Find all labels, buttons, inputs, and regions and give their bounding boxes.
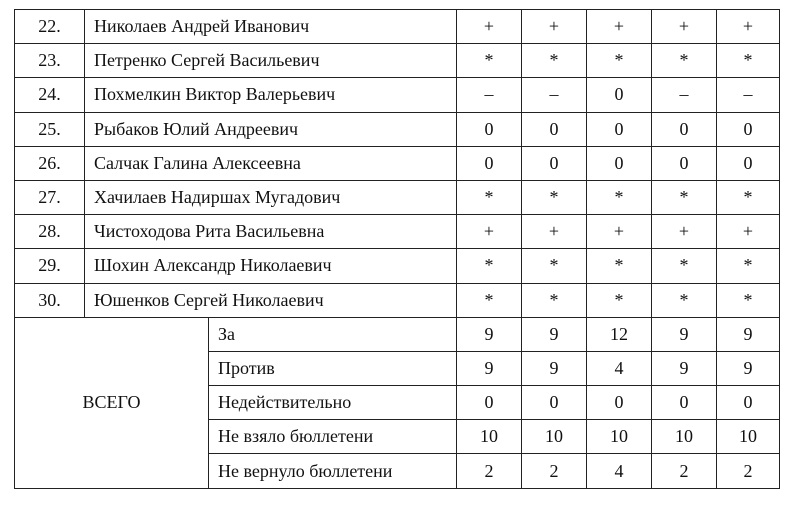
vote-cell: – (652, 78, 717, 112)
summary-value: 0 (587, 386, 652, 420)
row-number: 23. (15, 44, 85, 78)
summary-value: 2 (522, 454, 587, 488)
row-number: 26. (15, 146, 85, 180)
row-number: 28. (15, 215, 85, 249)
table-row (15, 180, 780, 214)
vote-cell: * (717, 180, 780, 214)
vote-cell: 0 (717, 112, 780, 146)
deputy-name: Петренко Сергей Васильевич (85, 44, 457, 78)
vote-cell: 0 (587, 146, 652, 180)
total-label: ВСЕГО (15, 317, 209, 488)
vote-cell: * (717, 283, 780, 317)
vote-cell: + (457, 215, 522, 249)
summary-value: 10 (717, 420, 780, 454)
vote-cell: * (587, 44, 652, 78)
vote-cell: 0 (457, 112, 522, 146)
summary-value: 9 (652, 351, 717, 385)
table-row (15, 44, 780, 78)
summary-value: 10 (522, 420, 587, 454)
deputy-name: Шохин Александр Николаевич (85, 249, 457, 283)
vote-cell: 0 (652, 112, 717, 146)
summary-label: Против (209, 351, 457, 385)
deputy-name: Похмелкин Виктор Валерьевич (85, 78, 457, 112)
summary-value: 2 (652, 454, 717, 488)
vote-cell: * (587, 249, 652, 283)
vote-cell: 0 (522, 112, 587, 146)
summary-value: 9 (522, 351, 587, 385)
vote-results-body (15, 10, 780, 489)
summary-value: 0 (522, 386, 587, 420)
summary-value: 9 (457, 351, 522, 385)
vote-cell: * (717, 44, 780, 78)
deputy-name: Хачилаев Надиршах Мугадович (85, 180, 457, 214)
vote-cell: + (652, 215, 717, 249)
row-number: 27. (15, 180, 85, 214)
vote-cell: + (587, 10, 652, 44)
vote-cell: * (457, 180, 522, 214)
vote-cell: * (652, 44, 717, 78)
vote-cell: * (587, 283, 652, 317)
deputy-name: Чистоходова Рита Васильевна (85, 215, 457, 249)
summary-row (15, 317, 780, 351)
row-number: 22. (15, 10, 85, 44)
summary-value: 10 (652, 420, 717, 454)
vote-results-table (14, 9, 780, 489)
summary-value: 10 (587, 420, 652, 454)
vote-cell: * (652, 180, 717, 214)
summary-value: 10 (457, 420, 522, 454)
table-row (15, 249, 780, 283)
summary-label: Не вернуло бюллетени (209, 454, 457, 488)
vote-cell: * (522, 249, 587, 283)
table-row (15, 215, 780, 249)
summary-label: Недействительно (209, 386, 457, 420)
table-row (15, 112, 780, 146)
table-row (15, 10, 780, 44)
vote-cell: * (457, 283, 522, 317)
table-row (15, 78, 780, 112)
summary-value: 9 (717, 351, 780, 385)
summary-value: 9 (717, 317, 780, 351)
summary-value: 0 (652, 386, 717, 420)
vote-cell: * (652, 249, 717, 283)
summary-value: 9 (652, 317, 717, 351)
vote-cell: 0 (457, 146, 522, 180)
deputy-name: Салчак Галина Алексеевна (85, 146, 457, 180)
vote-cell: * (522, 44, 587, 78)
summary-value: 0 (457, 386, 522, 420)
summary-label: За (209, 317, 457, 351)
vote-cell: * (587, 180, 652, 214)
vote-cell: + (457, 10, 522, 44)
vote-cell: * (457, 44, 522, 78)
deputy-name: Николаев Андрей Иванович (85, 10, 457, 44)
summary-value: 9 (457, 317, 522, 351)
vote-cell: + (717, 215, 780, 249)
table-row (15, 283, 780, 317)
summary-value: 9 (522, 317, 587, 351)
vote-cell: – (717, 78, 780, 112)
vote-cell: – (457, 78, 522, 112)
vote-cell: – (522, 78, 587, 112)
vote-cell: + (522, 215, 587, 249)
summary-label: Не взяло бюллетени (209, 420, 457, 454)
summary-value: 4 (587, 351, 652, 385)
vote-cell: 0 (587, 78, 652, 112)
row-number: 30. (15, 283, 85, 317)
summary-value: 2 (457, 454, 522, 488)
vote-cell: * (717, 249, 780, 283)
summary-value: 12 (587, 317, 652, 351)
vote-cell: 0 (717, 146, 780, 180)
deputy-name: Рыбаков Юлий Андреевич (85, 112, 457, 146)
vote-cell: + (587, 215, 652, 249)
row-number: 25. (15, 112, 85, 146)
vote-cell: 0 (522, 146, 587, 180)
vote-cell: + (717, 10, 780, 44)
vote-cell: * (522, 283, 587, 317)
vote-cell: 0 (587, 112, 652, 146)
summary-value: 4 (587, 454, 652, 488)
vote-cell: * (652, 283, 717, 317)
deputy-name: Юшенков Сергей Николаевич (85, 283, 457, 317)
summary-value: 2 (717, 454, 780, 488)
row-number: 29. (15, 249, 85, 283)
vote-cell: + (522, 10, 587, 44)
vote-cell: + (652, 10, 717, 44)
vote-cell: 0 (652, 146, 717, 180)
vote-cell: * (522, 180, 587, 214)
vote-cell: * (457, 249, 522, 283)
table-row (15, 146, 780, 180)
row-number: 24. (15, 78, 85, 112)
summary-value: 0 (717, 386, 780, 420)
